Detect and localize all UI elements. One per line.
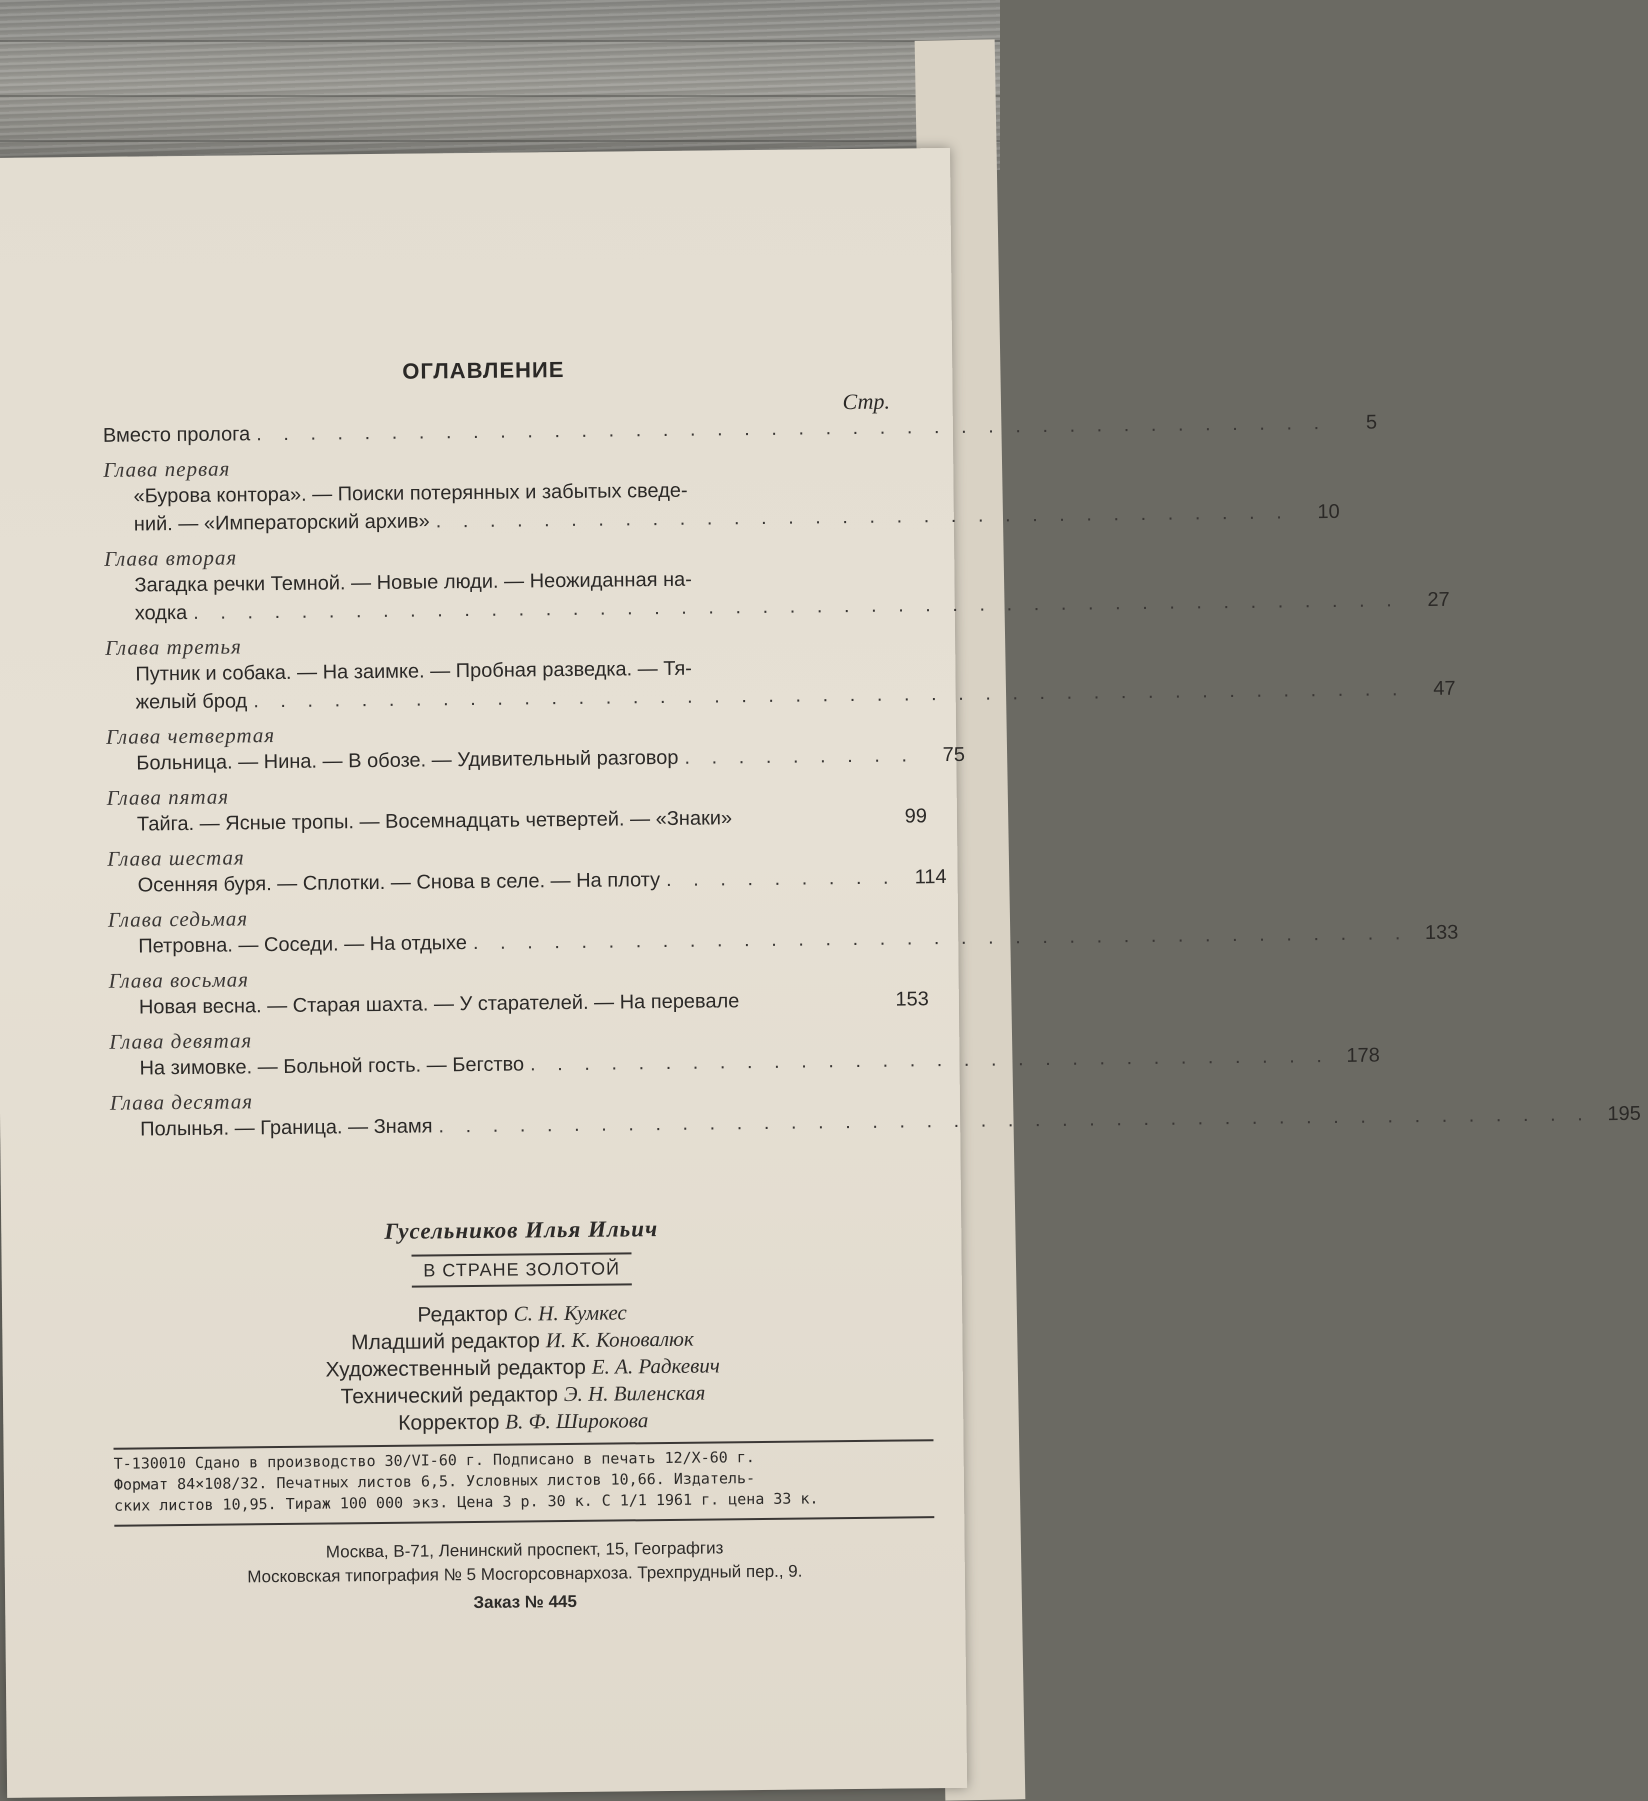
toc-entry-chapter-3: Глава третья Путник и собака. — На заимке. — Пробная разведка. — Тя- желый брод . . . . . . . . . . . . . . . . . . . . . . . . . . . . . . . . . . . . . . . . . . . 47 xyxy=(105,627,926,717)
divider xyxy=(114,1516,934,1527)
toc-entry-text: Новая весна. — Старая шахта. — У старателей. — На перевале xyxy=(138,990,740,1019)
table-of-contents xyxy=(102,411,1641,1152)
toc-entry-chapter-8 xyxy=(108,960,929,1022)
toc-entry-chapter-6: Глава шестая Осенняя буря. — Сплотки. — Снова в селе. — На плоту . . . . . . . . . 114 xyxy=(107,838,928,900)
toc-entry-text: Вместо пролога xyxy=(102,423,251,447)
toc-title: ОГЛАВЛЕНИЕ xyxy=(402,356,565,384)
printer-info: Москва, В-71, Ленинский проспект, 15, Географгиз Московская типография № 5 Мосгорсовнархоза. Трехпрудный пер., 9. xyxy=(247,1538,803,1587)
staff-line: Технический редактор Э. Н. Виленская xyxy=(340,1380,706,1409)
staff-line: Редактор С. Н. Кумкес xyxy=(417,1300,627,1327)
toc-entry-text: Осенняя буря. — Сплотки. — Снова в селе. — На плоту xyxy=(137,869,661,897)
toc-entry-chapter-4: Глава четвертая Больница. — Нина. — В обозе. — Удивительный разговор . . . . . . . . . 75 xyxy=(106,716,927,778)
chapter-title: Глава четвертая xyxy=(105,723,276,749)
toc-entry-text: Больница. — Нина. — В обозе. — Удивительный разговор xyxy=(136,746,679,775)
staff-line: Младший редактор И. К. Коновалюк xyxy=(350,1326,694,1355)
toc-page-number: 27 xyxy=(1427,588,1450,611)
chapter-title: Глава третья xyxy=(105,634,242,660)
toc-page-number: 5 xyxy=(1365,411,1378,434)
book-title: В СТРАНЕ ЗОЛОТОЙ xyxy=(411,1252,632,1287)
chapter-title: Глава вторая xyxy=(104,545,238,571)
toc-entry-text: ходка xyxy=(134,601,188,625)
toc-entry-chapter-9: Глава девятая На зимовке. — Больной гость. — Бегство . . . . . . . . . . . . . . . . . . . . . . . . . . . . . . 178 xyxy=(109,1021,930,1083)
toc-entry-text: ний. — «Императорский архив» xyxy=(133,510,430,536)
toc-entry-chapter-7: Глава седьмая Петровна. — Соседи. — На отдыхе . . . . . . . . . . . . . . . . . . . . . . . . . . . . . . . . . . . 133 xyxy=(108,899,929,961)
author-name: Гусельников Илья Ильич xyxy=(384,1216,659,1244)
editorial-staff xyxy=(102,1296,943,1440)
staff-line: Корректор В. Ф. Широкова xyxy=(398,1408,649,1435)
toc-page-number: 47 xyxy=(1433,677,1456,700)
toc-entry-text: Тайга. — Ясные тропы. — Восемнадцать четвертей. — «Знаки» xyxy=(136,807,733,836)
toc-page-number: 133 xyxy=(1424,921,1459,945)
order-number: Заказ № 445 xyxy=(473,1591,577,1613)
toc-entry-text: желый брод xyxy=(135,690,248,714)
wooden-table-background xyxy=(0,0,1000,170)
toc-entry-chapter-2: Глава вторая Загадка речки Темной. — Новые люди. — Неожиданная на- ходка . . . . . . . . . . . . . . . . . . . . . . . . . . . . . . . . . . . . . . . . . . . . . 27 xyxy=(104,538,925,628)
toc-entry-text: «Бурова контора». — Поиски потерянных и забытых сведе- xyxy=(133,479,688,508)
toc-entry-chapter-10: Глава десятая Полынья. — Граница. — Знамя . . . . . . . . . . . . . . . . . . . . . . . . . . . . . . . . . . . . . . . . . . . 195 xyxy=(110,1082,931,1144)
colophon xyxy=(101,1213,945,1617)
chapter-title: Глава первая xyxy=(103,456,231,482)
toc-page-number: 10 xyxy=(1317,500,1340,524)
toc-page-number: 99 xyxy=(904,805,928,828)
book-page xyxy=(0,148,1641,1798)
chapter-title: Глава шестая xyxy=(107,845,245,871)
chapter-title: Глава восьмая xyxy=(108,967,250,993)
staff-line: Художественный редактор Е. А. Радкевич xyxy=(325,1353,720,1382)
toc-page-number: 153 xyxy=(895,988,929,1011)
chapter-title: Глава десятая xyxy=(109,1089,254,1115)
toc-entry-chapter-5 xyxy=(107,777,928,839)
toc-entry-text: Загадка речки Темной. — Новые люди. — Неожиданная на- xyxy=(134,568,692,597)
chapter-title: Глава девятая xyxy=(109,1028,253,1054)
chapter-title: Глава седьмая xyxy=(107,906,249,932)
toc-entry-text: Полынья. — Граница. — Знамя xyxy=(140,1115,433,1141)
toc-entry-prologue: Вместо пролога . . . . . . . . . . . . . . . . . . . . . . . . . . . . . . . . . . . . . . . . 5 xyxy=(103,413,923,450)
toc-entry-text: Путник и собака. — На заимке. — Пробная разведка. — Тя- xyxy=(135,657,692,686)
toc-page-number: 195 xyxy=(1607,1102,1641,1126)
toc-entry-chapter-1: Глава первая «Бурова контора». — Поиски потерянных и забытых сведе- ний. — «Императорский архив» . . . . . . . . . . . . . . . . . . . . . . . . . . . . . . . . 10 xyxy=(103,449,924,539)
toc-page-number: 178 xyxy=(1346,1044,1380,1067)
publication-info: Т-130010 Сдано в производство 30/VI-60 г. Подписано в печать 12/X-60 г. Формат 84×108/32. Печатных листов 6,5. Условных листов 10,66. Издатель- ских листов 10,95. Тираж 100 000 экз. Цена 3 р. 30 к. С 1/1 1961 г. цена 33 к. xyxy=(113,1448,819,1515)
toc-page-number: 114 xyxy=(914,866,947,889)
toc-page-number: 75 xyxy=(942,743,966,767)
chapter-title: Глава пятая xyxy=(106,784,230,810)
toc-entry-text: Петровна. — Соседи. — На отдыхе xyxy=(138,932,468,958)
page-column-label: Стр. xyxy=(842,388,891,415)
toc-entry-text: На зимовке. — Больной гость. — Бегство xyxy=(139,1053,525,1080)
